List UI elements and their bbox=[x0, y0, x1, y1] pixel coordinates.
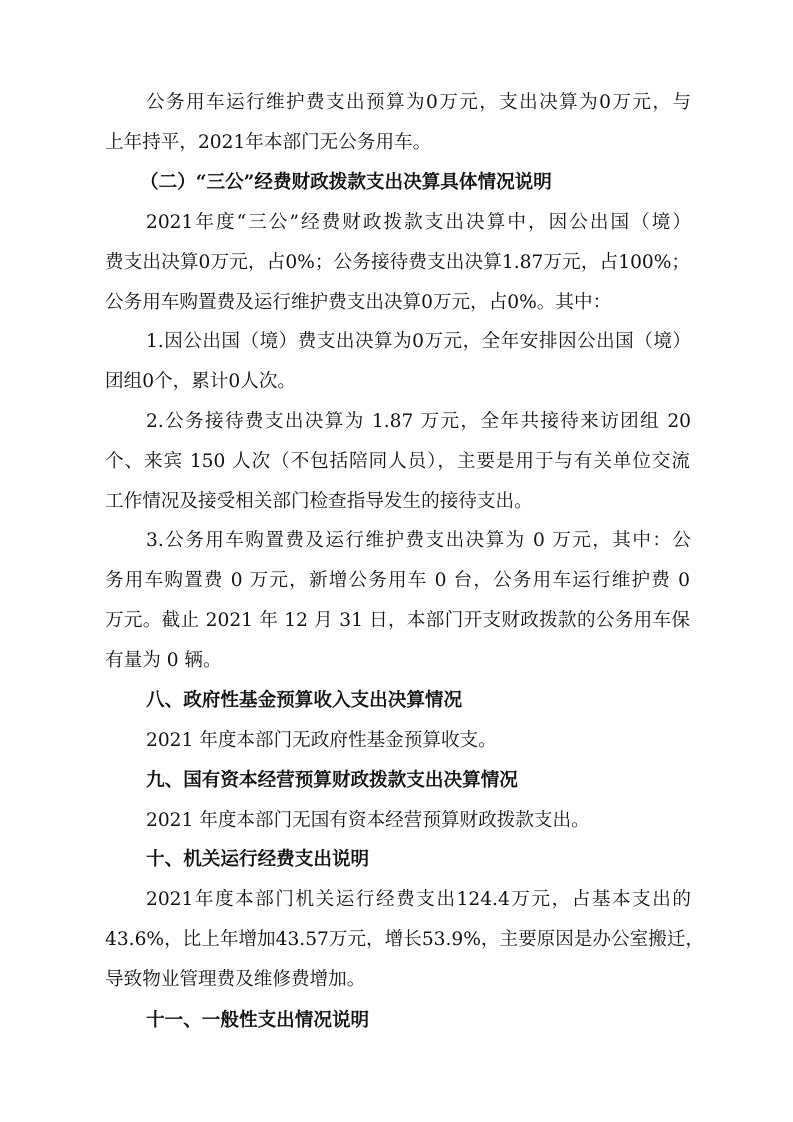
section-heading: 十一、一般性支出情况说明 bbox=[146, 1010, 370, 1031]
paragraph-line: 工作情况及接受相关部门检查指导发生的接待支出。 bbox=[105, 491, 533, 512]
paragraph-line: 上年持平，2021年本部门无公务用车。 bbox=[105, 132, 432, 153]
section-heading: （二）“三公”经费财政拨款支出决算具体情况说明 bbox=[140, 172, 552, 193]
paragraph-line: 万元。截止 2021 年 12 月 31 日，本部门开支财政拨款的公务用车保 bbox=[105, 610, 690, 631]
paragraph-line: 1.因公出国（境）费支出决算为0万元，全年安排因公出国（境） bbox=[146, 331, 691, 352]
section-heading: 八、政府性基金预算收入支出决算情况 bbox=[146, 690, 463, 711]
paragraph-line: 2021年度“三公”经费财政拨款支出决算中，因公出国（境） bbox=[146, 212, 691, 233]
paragraph-line: 个、来宾 150 人次（不包括陪同人员），主要是用于与有关单位交流 bbox=[105, 451, 690, 472]
paragraph-line: 团组0个，累计0人次。 bbox=[105, 371, 297, 392]
paragraph-line: 2021 年度本部门无政府性基金预算收支。 bbox=[146, 730, 497, 751]
paragraph-line: 3.公务用车购置费及运行维护费支出决算为 0 万元，其中：公 bbox=[146, 530, 691, 551]
paragraph-line: 43.6%，比上年增加43.57万元，增长53.9%，主要原因是办公室搬迁， bbox=[105, 929, 705, 950]
section-heading: 九、国有资本经营预算财政拨款支出决算情况 bbox=[146, 770, 518, 791]
paragraph-line: 公务用车运行维护费支出预算为0万元，支出决算为0万元，与 bbox=[146, 92, 691, 113]
paragraph-line: 公务用车购置费及运行维护费支出决算0万元，占0%。其中： bbox=[105, 292, 612, 313]
paragraph-line: 务用车购置费 0 万元，新增公务用车 0 台，公务用车运行维护费 0 bbox=[105, 570, 690, 591]
paragraph-line: 2021年度本部门机关运行经费支出124.4万元，占基本支出的 bbox=[146, 889, 691, 910]
paragraph-line: 导致物业管理费及维修费增加。 bbox=[105, 969, 366, 990]
paragraph-line: 有量为 0 辆。 bbox=[105, 650, 222, 671]
paragraph-line: 费支出决算0万元，占0%；公务接待费支出决算1.87万元，占100%； bbox=[105, 252, 690, 273]
paragraph-line: 2.公务接待费支出决算为 1.87 万元，全年共接待来访团组 20 bbox=[146, 411, 691, 432]
paragraph-line: 2021 年度本部门无国有资本经营预算财政拨款支出。 bbox=[146, 810, 590, 831]
section-heading: 十、机关运行经费支出说明 bbox=[146, 849, 370, 870]
